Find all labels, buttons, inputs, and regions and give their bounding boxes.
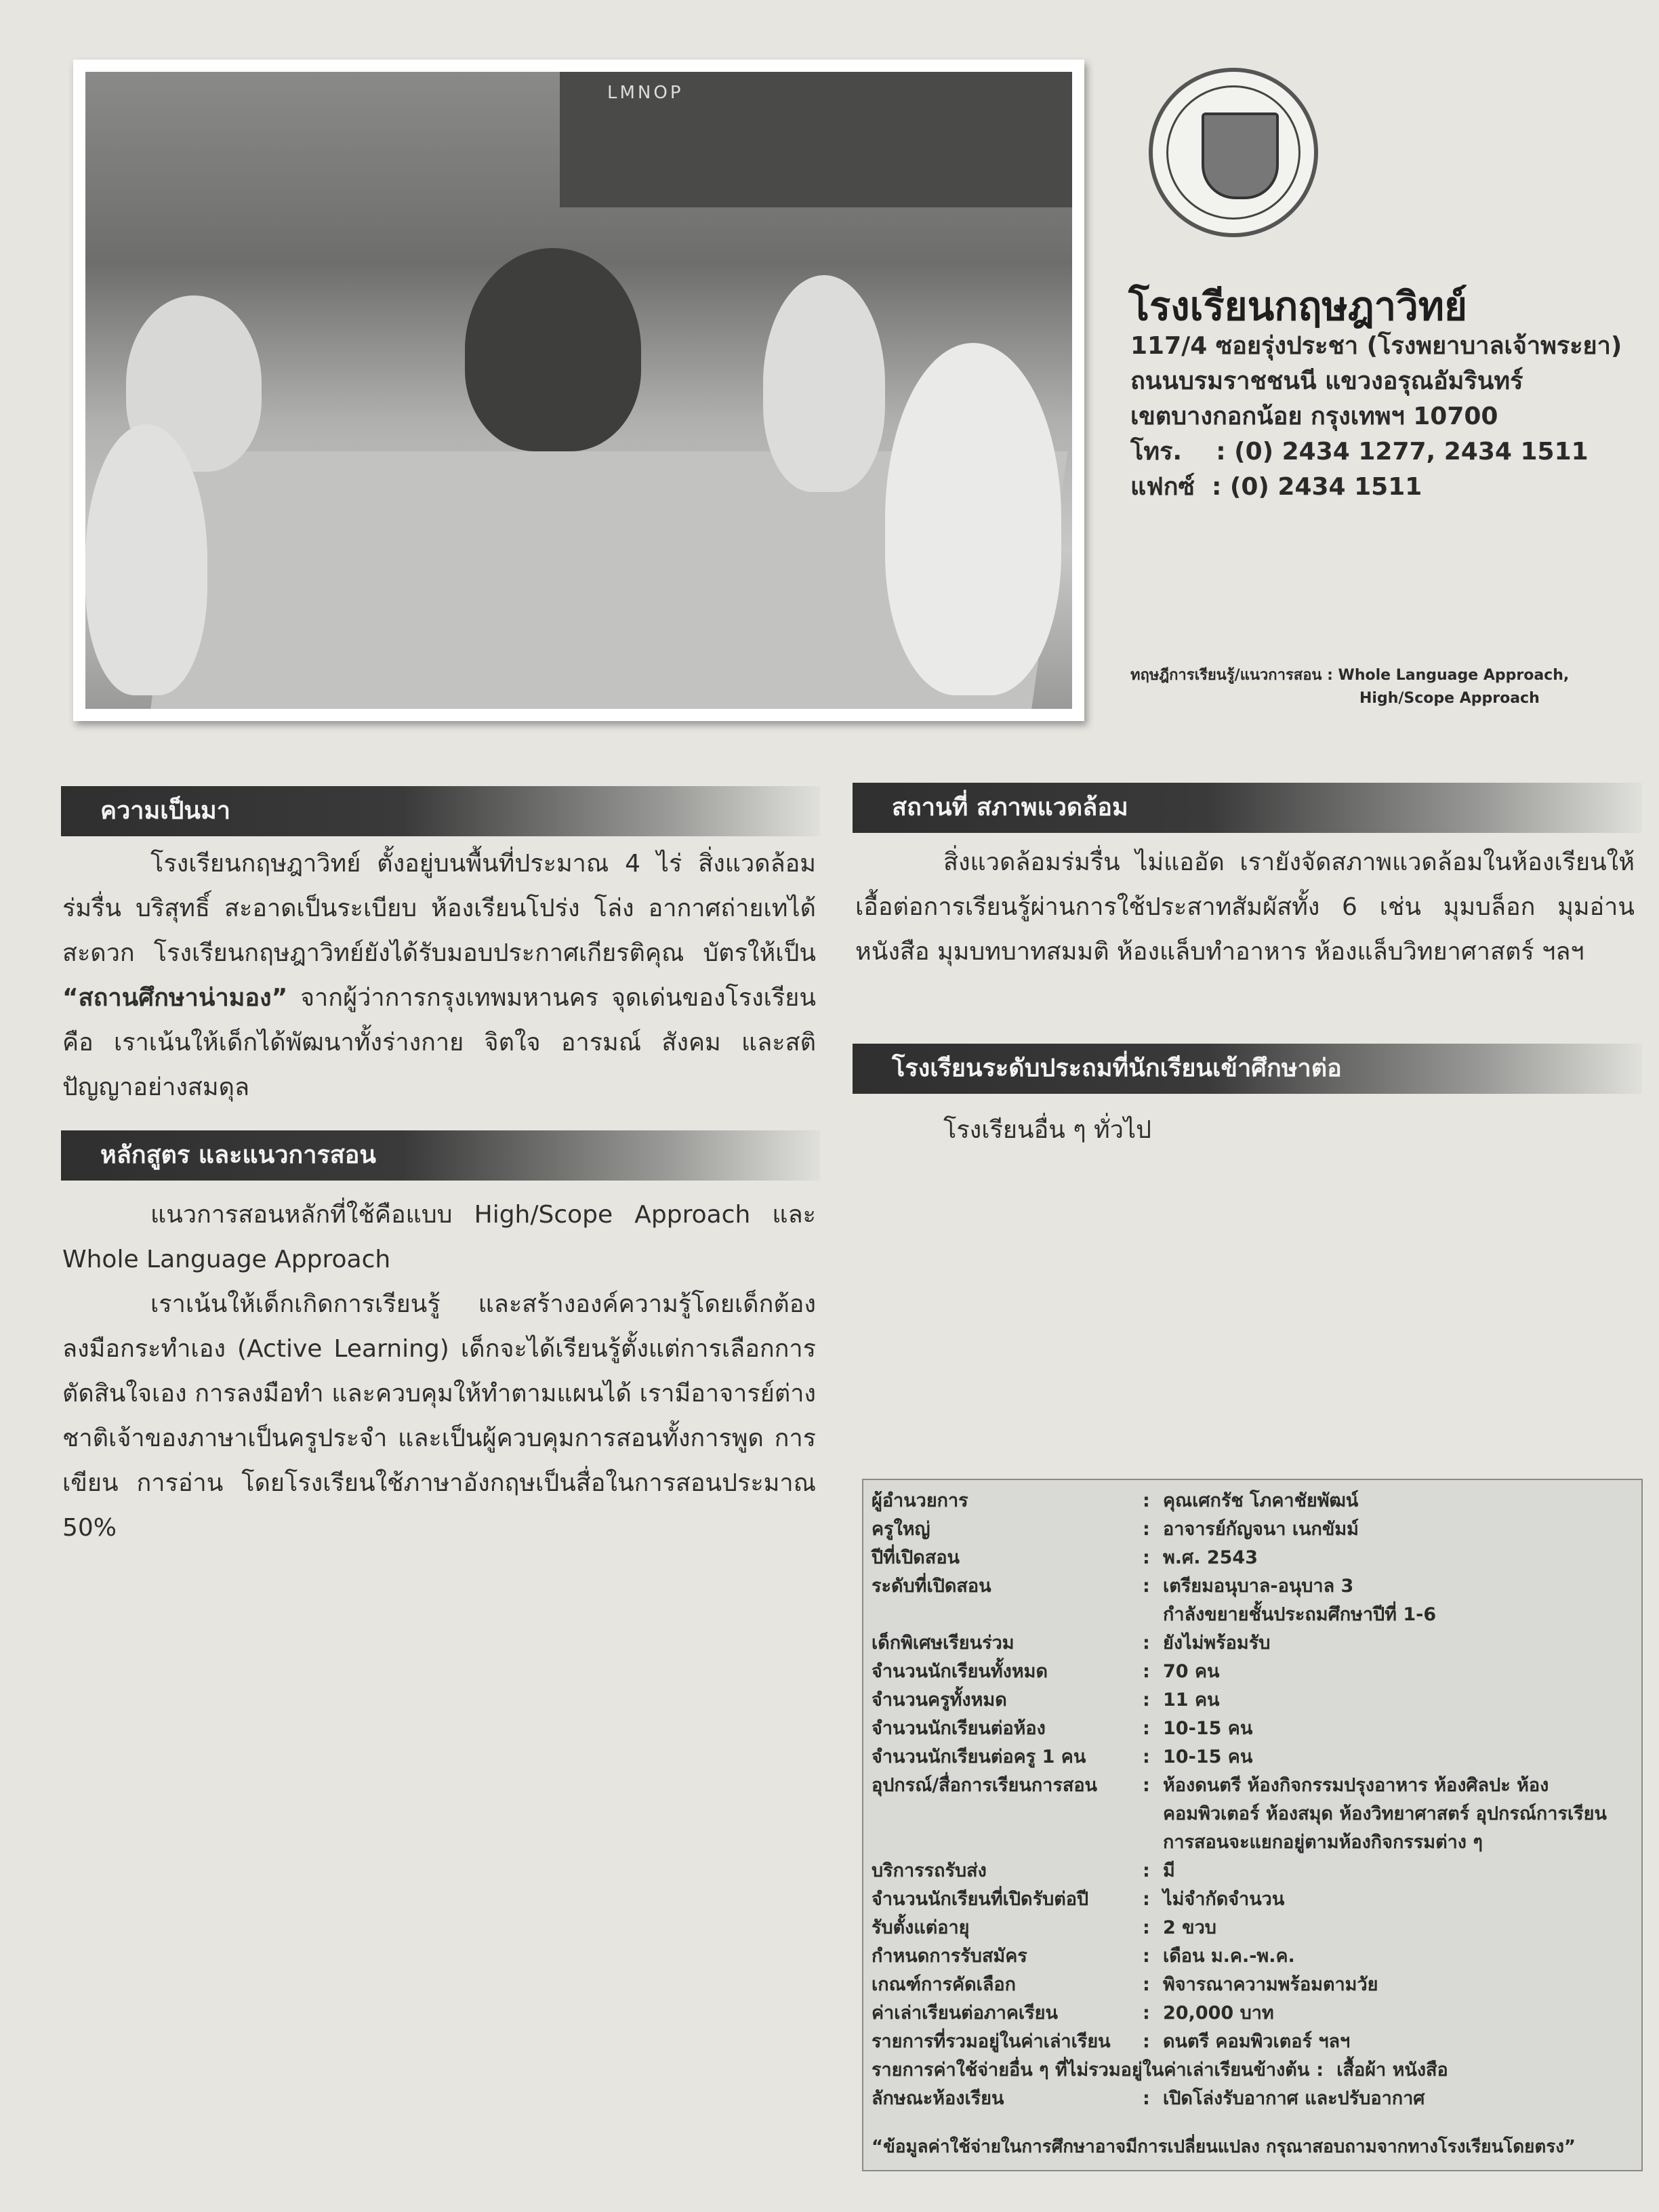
info-row — [872, 1885, 1635, 1914]
info-label: เกณฑ์การคัดเลือก — [872, 1974, 1016, 1995]
section-header-curriculum: หลักสูตร และแนวการสอน — [61, 1130, 820, 1181]
info-row — [872, 1686, 1635, 1715]
info-label: บริการรถรับส่ง — [872, 1860, 987, 1881]
school-logo — [1149, 68, 1318, 237]
curriculum-paragraph: แนวการสอนหลักที่ใช้คือแบบ High/Scope Approach และ Whole Language Approach — [62, 1201, 816, 1273]
info-label: ผู้อำนวยการ — [872, 1490, 968, 1511]
child-figure — [885, 343, 1061, 695]
colon-separator: : — [1143, 1746, 1150, 1767]
info-row — [872, 1971, 1635, 1999]
info-label: อุปกรณ์/สื่อการเรียนการสอน — [872, 1775, 1097, 1796]
info-value: 10-15 คน — [1163, 1718, 1253, 1739]
colon-separator: : — [1143, 1490, 1150, 1511]
info-row — [872, 2056, 1635, 2085]
colon-separator: : — [1143, 1946, 1150, 1967]
info-row — [872, 1487, 1635, 1515]
info-row — [872, 1544, 1635, 1572]
info-row — [872, 1942, 1635, 1971]
school-info-box — [862, 1479, 1643, 2171]
teacher-figure — [465, 248, 641, 451]
colon-separator: : — [1143, 1974, 1150, 1995]
info-value: มี — [1163, 1860, 1175, 1881]
school-name: โรงเรียนกฤษฎาวิทย์ — [1128, 283, 1467, 329]
section-header-next-school: โรงเรียนระดับประถมที่นักเรียนเข้าศึกษาต่อ — [853, 1044, 1642, 1094]
colon-separator: : — [1143, 1775, 1150, 1796]
info-label: ค่าเล่าเรียนต่อภาคเรียน — [872, 2003, 1058, 2024]
info-row — [872, 1629, 1635, 1658]
info-value: 2 ขวบ — [1163, 1917, 1216, 1938]
info-label: จำนวนนักเรียนต่อห้อง — [872, 1718, 1046, 1739]
info-value: ไม่จำกัดจำนวน — [1163, 1889, 1285, 1910]
info-label: ระดับที่เปิดสอน — [872, 1576, 991, 1597]
environment-paragraph: สิ่งแวดล้อมร่มรื่น ไม่แออัด เรายังจัดสภาพแวดล้อมในห้องเรียนให้เอื้อต่อการเรียนรู้ผ่านการใช้ประสาทสัมผัสทั้ง 6 เช่น มุมบล็อก มุมอ่านหนังสือ มุมบทบาทสมมติ ห้องแล็บทำอาหาร ห้องแล็บวิทยาศาสตร์ ฯลฯ — [855, 848, 1635, 966]
info-label: กำหนดการรับสมัคร — [872, 1946, 1027, 1967]
info-value: เดือน ม.ค.-พ.ค. — [1163, 1946, 1295, 1967]
child-figure — [85, 424, 207, 695]
chalkboard — [560, 72, 1072, 207]
info-row — [872, 1743, 1635, 1771]
info-label: จำนวนนักเรียนทั้งหมด — [872, 1661, 1048, 1682]
info-value: เปิดโล่งรับอากาศ และปรับอากาศ — [1163, 2088, 1425, 2109]
photo-image — [85, 72, 1072, 709]
colon-separator: : — [1143, 2003, 1150, 2024]
info-label: ลักษณะห้องเรียน — [872, 2088, 1004, 2109]
info-row — [872, 1572, 1635, 1629]
colon-separator: : — [1143, 1633, 1150, 1654]
info-value: เตรียมอนุบาล-อนุบาล 3 กำลังขยายชั้นประถมศึกษาปีที่ 1-6 — [1163, 1576, 1437, 1625]
colon-separator: : — [1143, 1860, 1150, 1881]
curriculum-paragraph: เราเน้นให้เด็กเกิดการเรียนรู้ และสร้างองค์ความรู้โดยเด็กต้องลงมือกระทำเอง (Active Learning) เด็กจะได้เรียนรู้ตั้งแต่การเลือกการตัดสินใจเอง การลงมือทำ และควบคุมให้ทำตามแผนได้ เรามีอาจารย์ต่างชาติเจ้าของภาษาเป็นครูประจำ และเป็นผู้ควบคุมการสอนทั้งการพูด การเขียน การอ่าน โดยโรงเรียนใช้ภาษาอังกฤษเป็นสื่อในการสอนประมาณ 50% — [62, 1290, 816, 1542]
history-text-2: จากผู้ว่าการกรุงเทพมหานคร จุดเด่นของโรงเรียนคือ เราเน้นให้เด็กได้พัฒนาทั้งร่างกาย จิตใจ อารมณ์ สังคม และสติปัญญาอย่างสมดุล — [62, 984, 816, 1101]
colon-separator: : — [1143, 1718, 1150, 1739]
colon-separator: : — [1143, 1547, 1150, 1568]
info-value: 10-15 คน — [1163, 1746, 1253, 1767]
info-value: ดนตรี คอมพิวเตอร์ ฯลฯ — [1163, 2031, 1351, 2052]
info-value: 20,000 บาท — [1163, 2003, 1274, 2024]
info-label: รายการที่รวมอยู่ในค่าเล่าเรียน — [872, 2031, 1111, 2052]
curriculum-text — [62, 1193, 816, 1551]
colon-separator: : — [1143, 1917, 1150, 1938]
address-line: เขตบางกอกน้อย กรุงเทพฯ 10700 — [1130, 403, 1498, 430]
shield-icon — [1202, 112, 1279, 199]
section-header-environment: สถานที่ สภาพแวดล้อม — [853, 783, 1642, 833]
colon-separator: : — [1143, 1889, 1150, 1910]
theory-label: ทฤษฎีการเรียนรู้/แนวการสอน : Whole Language Approach, — [1130, 667, 1570, 684]
info-value: อาจารย์กัญจนา เนกขัมม์ — [1163, 1519, 1359, 1540]
info-value: พ.ศ. 2543 — [1163, 1547, 1258, 1568]
colon-separator: : — [1143, 1661, 1150, 1682]
address-line: 117/4 ซอยรุ่งประชา (โรงพยาบาลเจ้าพระยา) — [1130, 332, 1622, 360]
fax-line: แฟกซ์ : (0) 2434 1511 — [1130, 473, 1422, 501]
info-value: ห้องดนตรี ห้องกิจกรรมปรุงอาหาร ห้องศิลปะ ห้องคอมพิวเตอร์ ห้องสมุด ห้องวิทยาศาสตร์ อุปกรณ์การเรียนการสอนจะแยกอยู่ตามห้องกิจกรรมต่าง ๆ — [1163, 1775, 1607, 1853]
theory-caption — [1130, 664, 1569, 710]
info-value: คุณเศกรัช โภคาชัยพัฒน์ — [1163, 1490, 1359, 1511]
info-row — [872, 1715, 1635, 1743]
colon-separator: : — [1143, 2031, 1150, 2052]
cost-note: “ข้อมูลค่าใช้จ่ายในการศึกษาอาจมีการเปลี่ยนแปลง กรุณาสอบถามจากทางโรงเรียนโดยตรง” — [872, 2137, 1576, 2157]
colon-separator: : — [1143, 1519, 1150, 1540]
colon-separator: : — [1143, 2088, 1150, 2109]
phone-line: โทร. : (0) 2434 1277, 2434 1511 — [1130, 438, 1589, 466]
info-label: เด็กพิเศษเรียนร่วม — [872, 1633, 1015, 1654]
environment-text — [855, 840, 1635, 975]
colon-separator: : — [1143, 1689, 1150, 1711]
child-figure — [763, 275, 885, 492]
info-row — [872, 2028, 1635, 2056]
info-row — [872, 1857, 1635, 1885]
colon-separator: : — [1143, 1576, 1150, 1597]
info-value: พิจารณาความพร้อมตามวัย — [1163, 1974, 1378, 1995]
info-row — [872, 1515, 1635, 1544]
info-label: จำนวนนักเรียนที่เปิดรับต่อปี — [872, 1889, 1089, 1910]
info-value: 11 คน — [1163, 1689, 1220, 1711]
info-label: จำนวนนักเรียนต่อครู 1 คน — [872, 1746, 1086, 1767]
info-label: รายการค่าใช้จ่ายอื่น ๆ ที่ไม่รวมอยู่ในค่าเล่าเรียนข้างต้น — [872, 2060, 1310, 2081]
colon-separator: : — [1316, 2060, 1324, 2081]
info-value: 70 คน — [1163, 1661, 1220, 1682]
info-label: ปีที่เปิดสอน — [872, 1547, 960, 1568]
info-value: เสื้อผ้า หนังสือ — [1336, 2060, 1448, 2081]
info-rows — [872, 1487, 1635, 2113]
info-value: ยังไม่พร้อมรับ — [1163, 1633, 1271, 1654]
info-row — [872, 1771, 1635, 1857]
info-row — [872, 2085, 1635, 2113]
info-row — [872, 1914, 1635, 1942]
section-header-history: ความเป็นมา — [61, 786, 820, 836]
next-school-text — [855, 1108, 1635, 1153]
classroom-photo — [73, 60, 1084, 721]
history-text — [62, 842, 816, 1110]
info-row — [872, 1658, 1635, 1686]
school-address — [1130, 329, 1622, 505]
info-row — [872, 1999, 1635, 2028]
info-label: รับตั้งแต่อายุ — [872, 1917, 970, 1938]
address-line: ถนนบรมราชชนนี แขวงอรุณอัมรินทร์ — [1130, 367, 1523, 395]
info-label: จำนวนครูทั้งหมด — [872, 1689, 1007, 1711]
theory-line2: High/Scope Approach — [1359, 690, 1540, 707]
history-text-1: โรงเรียนกฤษฎาวิทย์ ตั้งอยู่บนพื้นที่ประมาณ 4 ไร่ สิ่งแวดล้อมร่มรื่น บริสุทธิ์ สะอาดเป็นระเบียบ ห้องเรียนโปร่ง โล่ง อากาศถ่ายเทได้สะดวก โรงเรียนกฤษฎาวิทย์ยังได้รับมอบประกาศเกียรติคุณ บัตรให้เป็น — [62, 850, 816, 967]
info-label: ครูใหญ่ — [872, 1519, 930, 1540]
board-text: LMNOP — [607, 83, 684, 103]
award-name: “สถานศึกษาน่ามอง” — [62, 984, 288, 1012]
next-school-paragraph: โรงเรียนอื่น ๆ ทั่วไป — [943, 1116, 1151, 1144]
